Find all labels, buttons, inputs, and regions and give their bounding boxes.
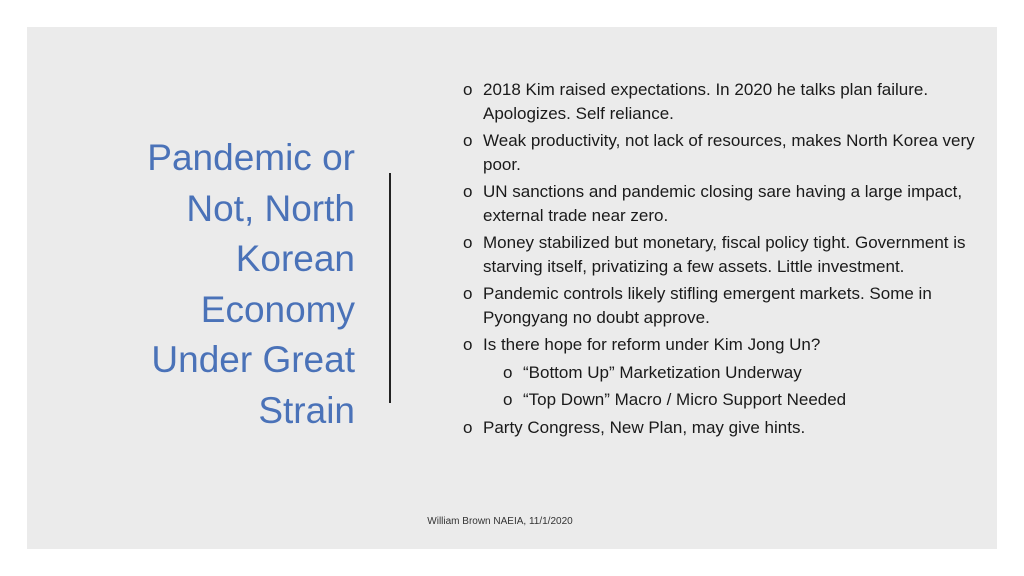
- bullet-text: Is there hope for reform under Kim Jong Un?: [483, 335, 821, 354]
- bullet-marker: o: [463, 80, 473, 99]
- bullet-item: [463, 282, 983, 329]
- bullet-text: “Bottom Up” Marketization Underway: [523, 362, 802, 382]
- bullet-text: Pandemic controls likely stifling emergent markets. Some in Pyongyang no doubt approve.: [483, 284, 932, 327]
- bullet-text: Party Congress, New Plan, may give hints.: [483, 417, 806, 437]
- slide-footer: William Brown NAEIA, 11/1/2020: [427, 516, 573, 527]
- bullet-text: 2018 Kim raised expectations. In 2020 he talks plan failure. Apologizes. Self reliance.: [483, 80, 929, 123]
- slide-title: Pandemic or Not, North Korean Economy Under Great Strain: [147, 137, 355, 431]
- bullet-item: [463, 416, 983, 440]
- bullet-marker: o: [463, 335, 473, 354]
- bullet-item: [463, 231, 983, 278]
- bullet-text: “Top Down” Macro / Micro Support Needed: [523, 390, 847, 409]
- bullet-marker: o: [503, 362, 513, 382]
- bullet-item: [463, 129, 983, 176]
- bullet-item: [463, 78, 983, 125]
- bullet-list: [463, 78, 983, 443]
- bullet-text: Weak productivity, not lack of resources, makes North Korea very poor.: [483, 131, 975, 174]
- bullet-marker: o: [503, 390, 513, 409]
- sub-bullet-item: [503, 361, 983, 385]
- bullet-marker: o: [463, 233, 473, 252]
- bullet-marker: o: [463, 417, 473, 437]
- bullet-text: UN sanctions and pandemic closing sare having a large impact, external trade near zero.: [483, 182, 963, 225]
- sub-bullet-item: [503, 388, 983, 412]
- bullet-marker: o: [463, 182, 473, 201]
- slide: [27, 27, 997, 549]
- bullet-item: [463, 180, 983, 227]
- bullet-text: Money stabilized but monetary, fiscal policy tight. Government is starving itself, privatizing a few assets. Little investment.: [483, 233, 966, 276]
- bullet-marker: o: [463, 284, 473, 303]
- bullet-item: [463, 333, 983, 357]
- vertical-divider: [389, 173, 391, 403]
- bullet-marker: o: [463, 131, 473, 150]
